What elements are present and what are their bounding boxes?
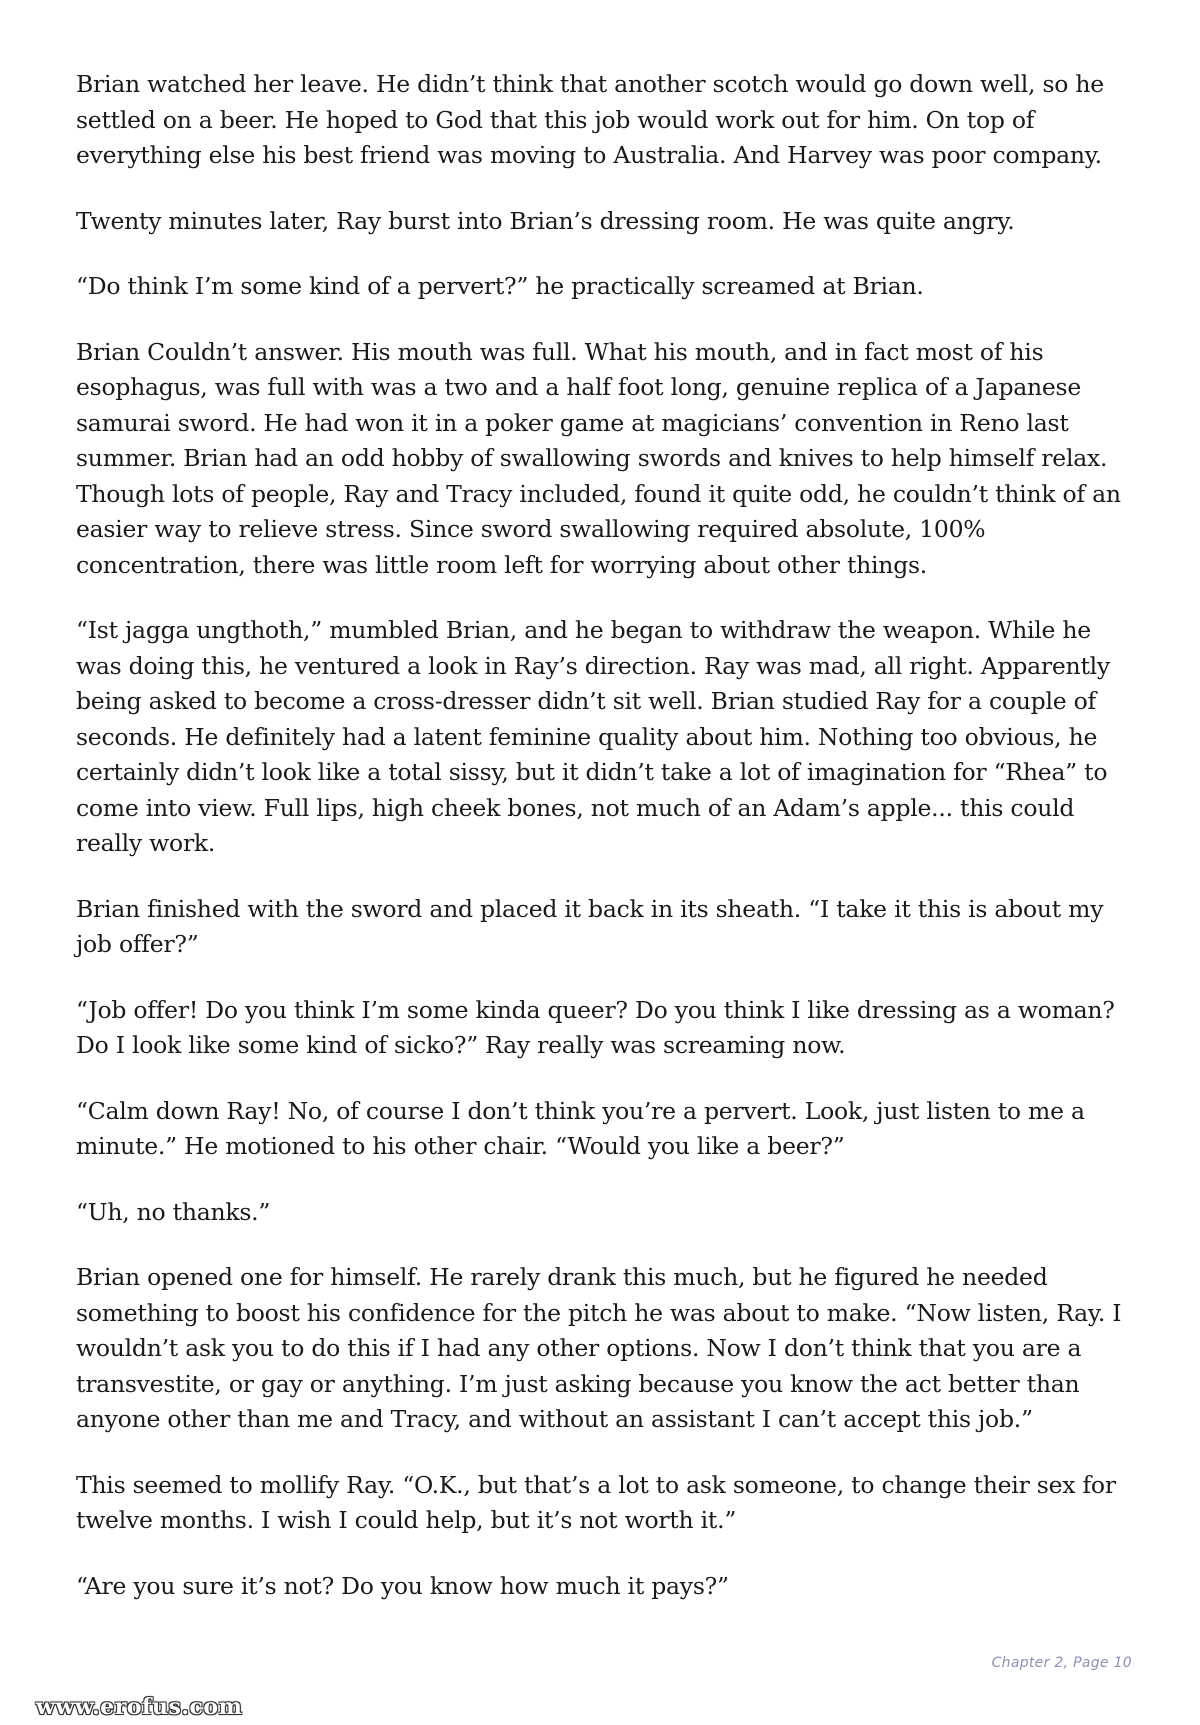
paragraph-11: This seemed to mollify Ray. “O.K., but that’s a lot to ask someone, to change their sex for twelve months. I wish I could help, but it’s not worth it.” (76, 1470, 1116, 1534)
paragraph-3: “Do think I’m some kind of a pervert?” he practically screamed at Brian. (76, 272, 924, 300)
paragraph-9: “Uh, no thanks.” (76, 1197, 271, 1226)
paragraph-1: Brian watched her leave. He didn’t think that another scotch would go down well, so he settled on a beer. He hoped to God that this job would work out for him. On top of everything else his best friend was moving to Australia. And Harvey was poor company. (76, 70, 1104, 169)
paragraph-12: “Are you sure it’s not? Do you know how much it pays?” (76, 1571, 729, 1600)
watermark: www.erofus.com (36, 1694, 243, 1720)
paragraph-2: Twenty minutes later, Ray burst into Brian’s dressing room. He was quite angry. (76, 206, 1015, 235)
paragraph-4: Brian Couldn’t answer. His mouth was full. What his mouth, and in fact most of his esophagus, was full with was a two and a half foot long, genuine replica of a Japanese samurai sword. He had won it in a poker game at magicians’ convention in Reno last summer. Brian had an odd hobby of swallowing swords and knives to help himself relax. Though lots of people, Ray and Tracy included, found it quite odd, he couldn’t think of an easier way to relieve stress. Since sword swallowing required absolute, 100% concentration, there was little room left for worrying about other things. (76, 337, 1121, 579)
paragraph-7: “Job offer! Do you think I’m some kinda queer? Do you think I like dressing as a woman? Do I look like some kind of sicko?” Ray really was screaming now. (76, 995, 1115, 1059)
body-text (76, 67, 1136, 1634)
paragraph-8: “Calm down Ray! No, of course I don’t think you’re a pervert. Look, just listen to me a minute.” He motioned to his other chair. “Would you like a beer?” (76, 1096, 1085, 1160)
paragraph-6: Brian finished with the sword and placed it back in its sheath. “I take it this is about my job offer?” (76, 894, 1104, 958)
page-footer-label: Chapter 2, Page 10 (991, 1655, 1132, 1671)
paragraph-10: Brian opened one for himself. He rarely drank this much, but he figured he needed something to boost his confidence for the pitch he was about to make. “Now listen, Ray. I wouldn’t ask you to do this if I had any other options. Now I don’t think that you are a transvestite, or gay or anything. I’m just asking because you know the act better than anyone other than me and Tracy, and without an assistant I can’t accept this job.” (76, 1263, 1122, 1433)
paragraph-5: “Ist jagga ungthoth,” mumbled Brian, and he began to withdraw the weapon. While he was doing this, he ventured a look in Ray’s direction. Ray was mad, all right. Apparently being asked to become a cross-dresser didn’t sit well. Brian studied Ray for a couple of seconds. He definitely had a latent feminine quality about him. Nothing too obvious, he certainly didn’t look like a total sissy, but it didn’t take a lot of imagination for “Rhea” to come into view. Full lips, high cheek bones, not much of an Adam’s apple... this could really work. (76, 616, 1110, 857)
